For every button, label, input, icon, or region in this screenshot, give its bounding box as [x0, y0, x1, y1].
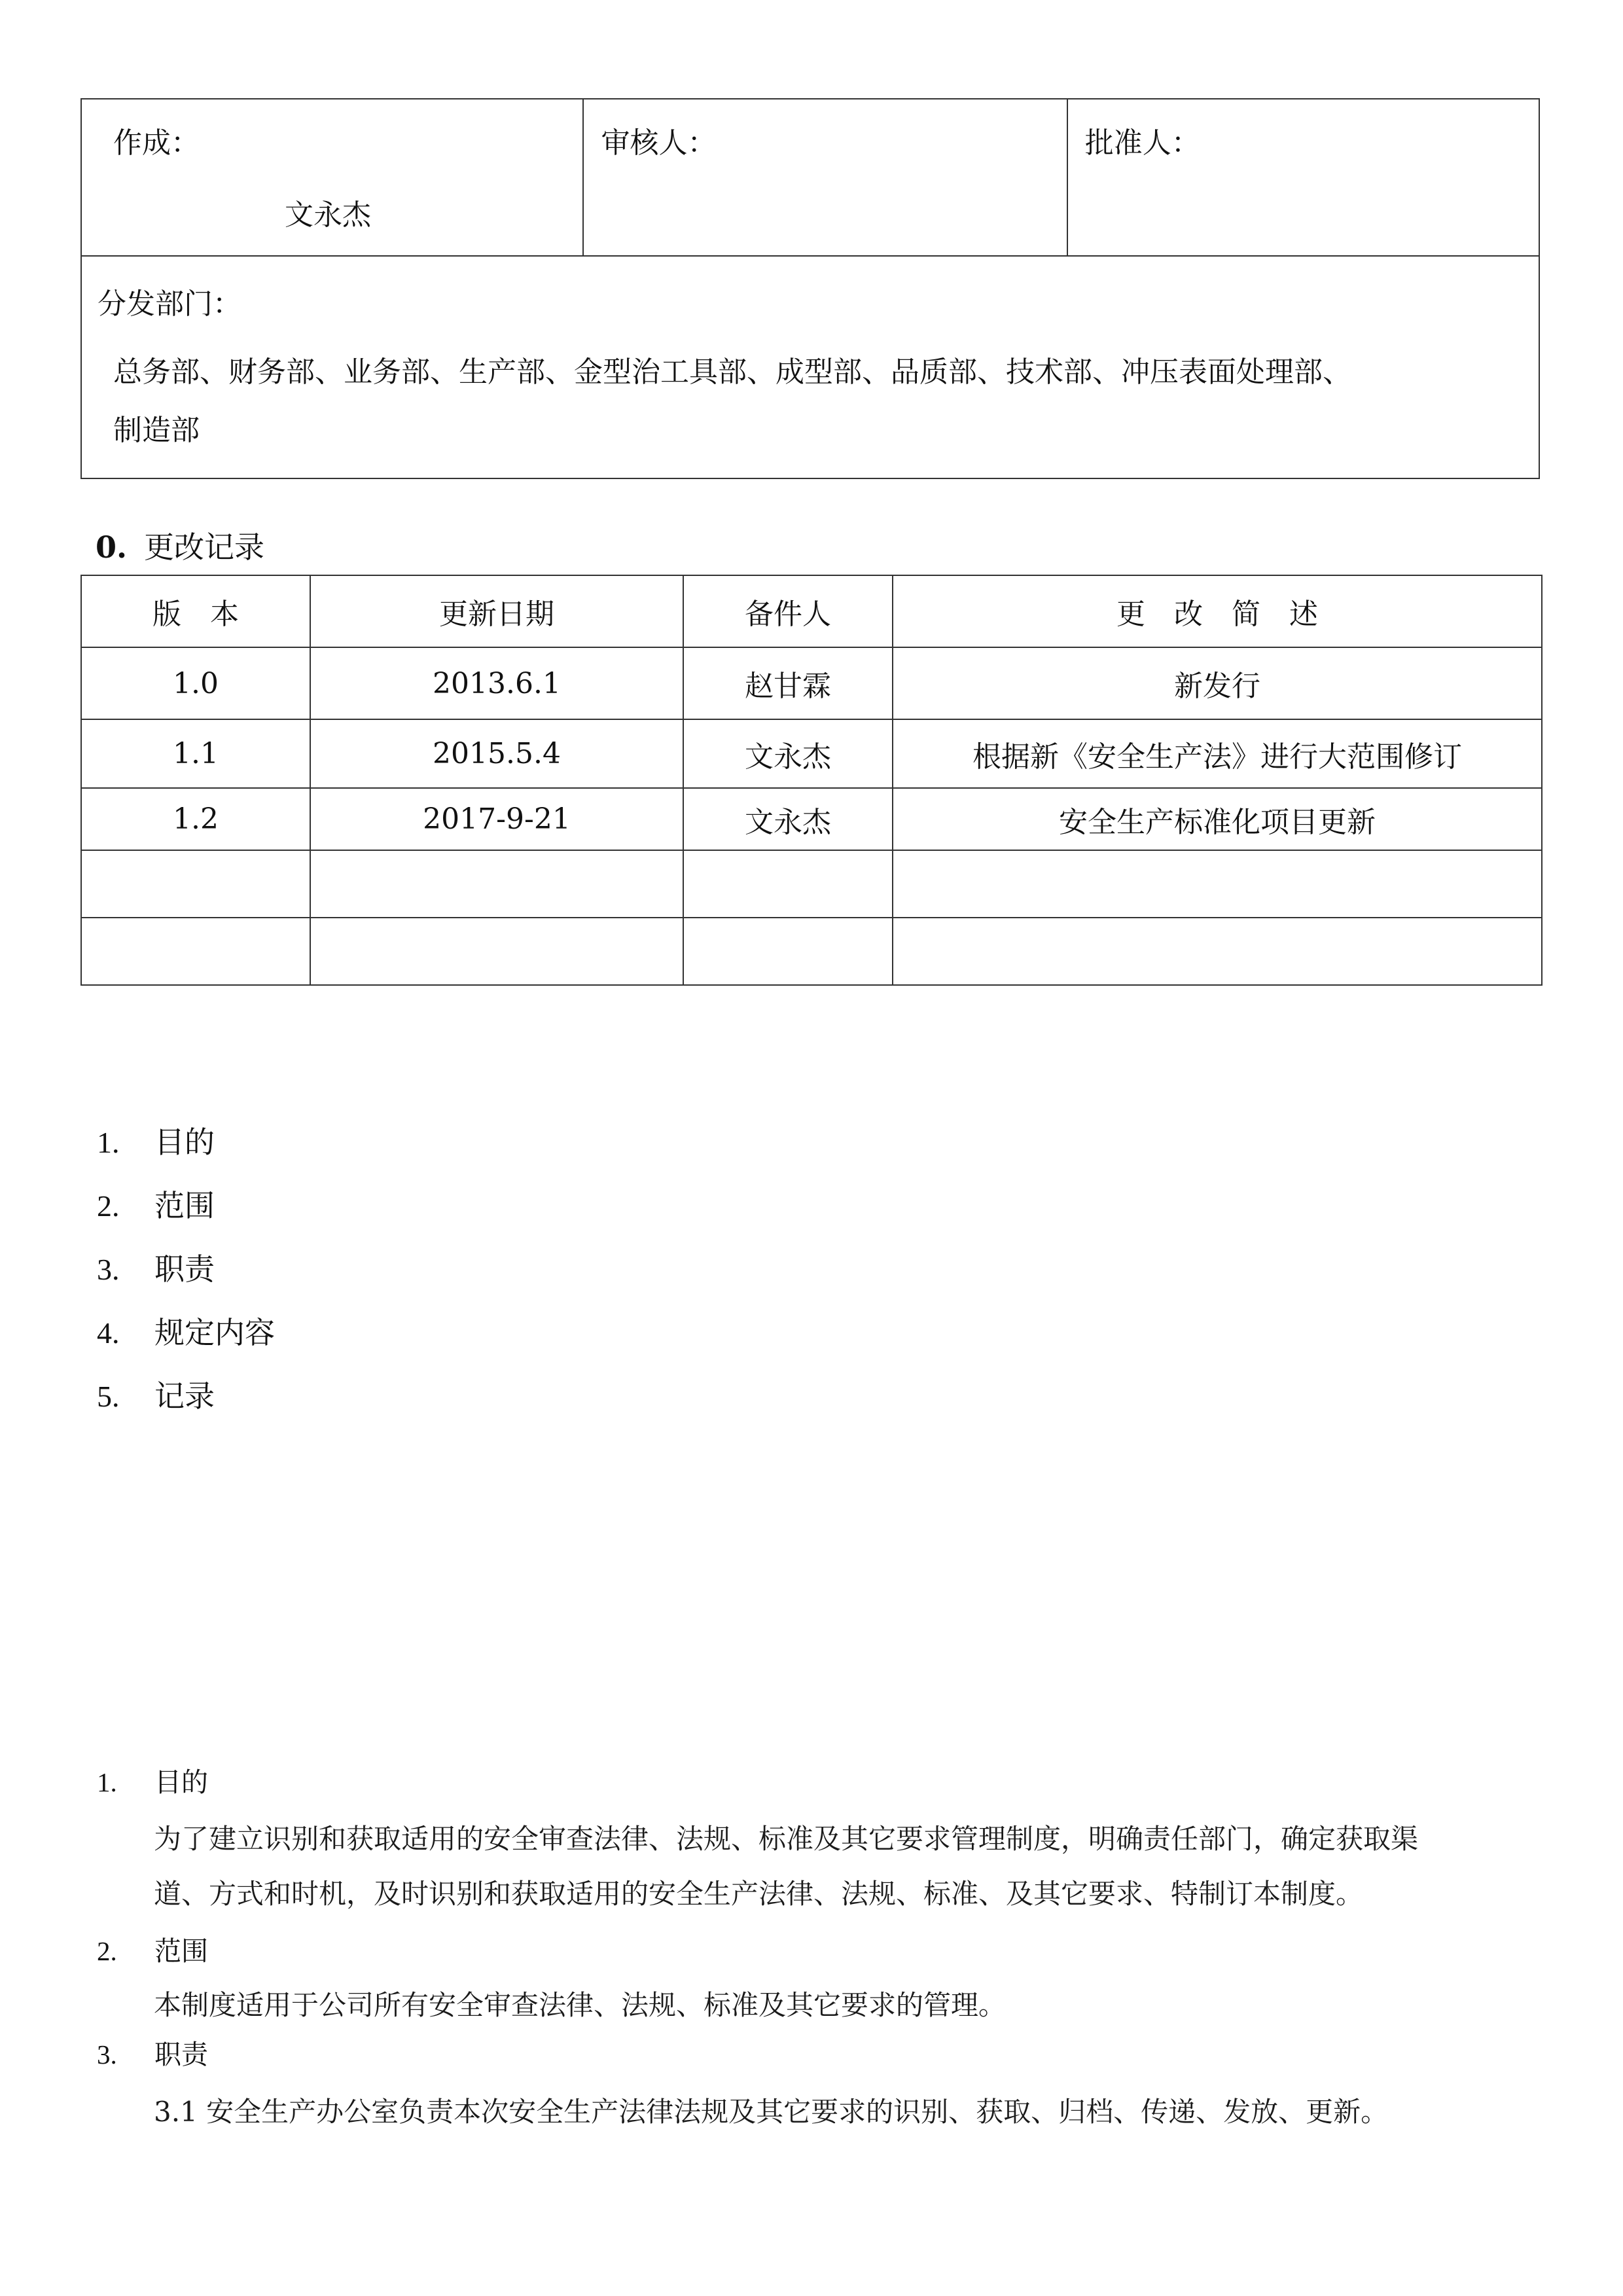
row-version: 1.2 — [81, 788, 310, 850]
toc-item-number: 4. — [97, 1316, 120, 1350]
row-date: 2015.5.4 — [310, 719, 683, 788]
row-person: 赵甘霖 — [683, 647, 893, 719]
author-name: 文永杰 — [285, 198, 371, 232]
table-row — [81, 788, 1542, 850]
section-number: 3. — [97, 2039, 117, 2070]
row-summary — [893, 850, 1542, 918]
changelog-section-label: 更改记录 — [144, 529, 265, 565]
distribution-list — [82, 322, 1539, 478]
author-label: 作成： — [113, 126, 200, 160]
row-summary: 根据新《安全生产法》进行大范围修订 — [893, 719, 1542, 788]
section-2-heading — [97, 1929, 208, 1968]
approval-table — [80, 98, 1540, 479]
row-date: 2013.6.1 — [310, 647, 683, 719]
table-row — [81, 647, 1542, 719]
distribution-label: 分发部门： — [98, 287, 241, 321]
toc-item-number: 1. — [97, 1126, 120, 1159]
row-version — [81, 918, 310, 985]
toc-item — [97, 1116, 275, 1179]
approver-cell — [1067, 99, 1539, 256]
toc-item-label: 记录 — [154, 1378, 215, 1414]
section-number: 1. — [97, 1767, 117, 1797]
table-row — [81, 719, 1542, 788]
changelog-title — [96, 524, 264, 567]
header-version: 版 本 — [81, 575, 310, 647]
section-3-heading — [97, 2033, 208, 2072]
row-date — [310, 918, 683, 985]
changelog-header-row — [81, 575, 1542, 647]
toc-item-number: 5. — [97, 1380, 120, 1413]
section-1-line: 为了建立识别和获取适用的安全审查法律、法规、标准及其它要求管理制度，明确责任部门，确定获取渠 — [154, 1823, 1419, 1855]
row-summary — [893, 918, 1542, 985]
changelog-table — [80, 575, 1543, 986]
row-person: 文永杰 — [683, 788, 893, 850]
row-person — [683, 918, 893, 985]
toc-item — [97, 1306, 275, 1370]
toc-item — [97, 1179, 275, 1243]
changelog-section-number: 0. — [96, 529, 128, 565]
distribution-cell — [81, 256, 1539, 478]
header-date: 更新日期 — [310, 575, 683, 647]
distribution-line: 总务部、财务部、业务部、生产部、金型治工具部、成型部、品质部、技术部、冲压表面处理部、 — [113, 355, 1351, 389]
section-title: 范围 — [154, 1935, 208, 1967]
row-person: 文永杰 — [683, 719, 893, 788]
row-version: 1.0 — [81, 647, 310, 719]
table-of-contents — [97, 1116, 275, 1433]
section-number: 2. — [97, 1936, 117, 1966]
row-version: 1.1 — [81, 719, 310, 788]
row-date — [310, 850, 683, 918]
section-title: 目的 — [154, 1767, 208, 1798]
section-3-1-text: 3.1 安全生产办公室负责本次安全生产法律法规及其它要求的识别、获取、归档、传递、发放、更新。 — [154, 2096, 1389, 2128]
section-title: 职责 — [154, 2039, 208, 2070]
toc-item-number: 3. — [97, 1253, 120, 1286]
toc-item — [97, 1243, 275, 1306]
header-summary: 更 改 简 述 — [893, 575, 1542, 647]
row-date: 2017-9-21 — [310, 788, 683, 850]
table-row — [81, 918, 1542, 985]
table-row — [81, 850, 1542, 918]
header-person: 备件人 — [683, 575, 893, 647]
toc-item-label: 目的 — [154, 1124, 215, 1160]
reviewer-label: 审核人： — [601, 126, 717, 160]
reviewer-cell — [583, 99, 1067, 256]
toc-item — [97, 1370, 275, 1433]
section-2-text: 本制度适用于公司所有安全审查法律、法规、标准及其它要求的管理。 — [154, 1989, 1007, 2021]
toc-item-label: 范围 — [154, 1188, 215, 1223]
row-version — [81, 850, 310, 918]
section-1-heading — [97, 1761, 208, 1799]
toc-item-number: 2. — [97, 1189, 120, 1223]
row-summary: 新发行 — [893, 647, 1542, 719]
toc-item-label: 规定内容 — [154, 1315, 275, 1350]
row-person — [683, 850, 893, 918]
author-cell — [81, 99, 583, 256]
row-summary: 安全生产标准化项目更新 — [893, 788, 1542, 850]
section-1-line: 道、方式和时机，及时识别和获取适用的安全生产法律、法规、标准、及其它要求、特制订本制度。 — [154, 1878, 1364, 1910]
toc-item-label: 职责 — [154, 1251, 215, 1287]
distribution-line: 制造部 — [113, 414, 200, 447]
approver-label: 批准人： — [1084, 126, 1200, 160]
